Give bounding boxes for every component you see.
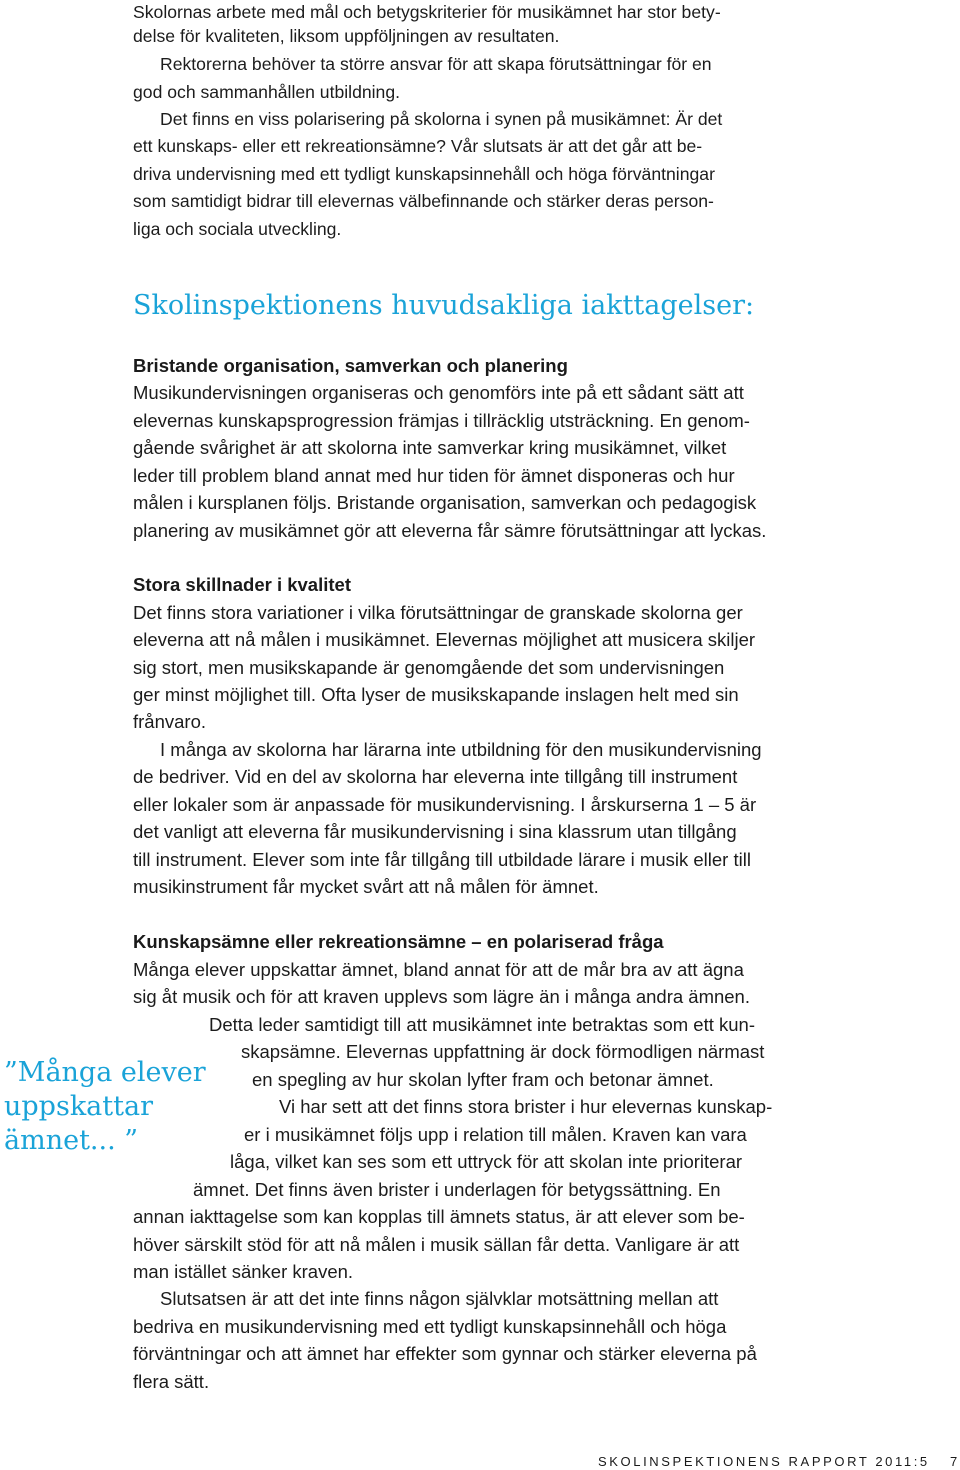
text-line: som samtidigt bidrar till elevernas välbefinnande och stärker deras person- (133, 191, 714, 211)
text-line: Många elever uppskattar ämnet, bland annat för att de mår bra av att ägna (133, 959, 744, 980)
text-line: liga och sociala utveckling. (133, 219, 342, 239)
text-line: planering av musikämnet gör att eleverna får sämre förutsättningar att lyckas. (133, 520, 767, 541)
text-line: ämnet. Det finns även brister i underlagen för betygssättning. En (193, 1179, 721, 1200)
subheading-polarisation: Kunskapsämne eller rekreationsämne – en polariserad fråga (133, 931, 664, 952)
text-line: Detta leder samtidigt till att musikämnet inte betraktas som ett kun- (209, 1014, 755, 1035)
text-line: man istället sänker kraven. (133, 1261, 354, 1282)
text-line: musikinstrument får mycket svårt att nå målen för ämnet. (133, 876, 599, 897)
text-line: de bedriver. Vid en del av skolorna har eleverna inte tillgång till instrument (133, 766, 738, 787)
text-line: Det finns en viss polarisering på skolorna i synen på musikämnet: Är det (160, 109, 723, 129)
text-line: Det finns stora variationer i vilka förutsättningar de granskade skolorna ger (133, 602, 743, 623)
text-line: Vi har sett att det finns stora brister i hur elevernas kunskap- (279, 1096, 773, 1117)
text-line: låga, vilket kan ses som ett uttryck för att skolan inte prioriterar (230, 1151, 743, 1172)
section-heading: Skolinspektionens huvudsakliga iakttagelser: (133, 290, 755, 321)
subheading-organisation: Bristande organisation, samverkan och planering (133, 355, 568, 376)
report-footer: SKOLINSPEKTIONENS RAPPORT 2011:5 (598, 1454, 930, 1469)
text-line: I många av skolorna har lärarna inte utbildning för den musikundervisning (160, 739, 762, 760)
text-line: annan iakttagelse som kan kopplas till ämnets status, är att elever som be- (133, 1206, 745, 1227)
pull-quote-line: uppskattar (4, 1091, 153, 1122)
text-line: frånvaro. (133, 711, 207, 732)
text-line: gående svårighet är att skolorna inte samverkar kring musikämnet, vilket (133, 437, 727, 458)
text-line: Slutsatsen är att det inte finns någon självklar motsättning mellan att (160, 1288, 719, 1309)
text-line: målen i kursplanen följs. Bristande organisation, samverkan och pedagogisk (133, 492, 757, 513)
text-line: delse för kvaliteten, liksom uppföljningen av resultaten. (133, 26, 560, 46)
text-line: ett kunskaps- eller ett rekreationsämne? Vår slutsats är att det går att be- (133, 136, 703, 156)
text-line: Rektorerna behöver ta större ansvar för att skapa förutsättningar för en (160, 54, 712, 74)
text-line: flera sätt. (133, 1371, 210, 1392)
text-line: det vanligt att eleverna får musikundervisning i sina klassrum utan tillgång (133, 821, 737, 842)
text-line: Skolornas arbete med mål och betygskriterier för musikämnet har stor bety- (133, 2, 721, 22)
text-line: elevernas kunskapsprogression främjas i tillräcklig utsträckning. En genom- (133, 410, 750, 431)
pull-quote-line: ämnet... ” (4, 1125, 139, 1156)
subheading-quality: Stora skillnader i kvalitet (133, 574, 351, 595)
text-line: er i musikämnet följs upp i relation till målen. Kraven kan vara (244, 1124, 747, 1145)
text-line: leder till problem bland annat med hur tiden för ämnet disponeras och hur (133, 465, 735, 486)
text-line: förväntningar och att ämnet har effekter som gynnar och stärker eleverna på (133, 1343, 757, 1364)
text-line: god och sammanhållen utbildning. (133, 82, 401, 102)
text-line: driva undervisning med ett tydligt kunskapsinnehåll och höga förväntningar (133, 164, 715, 184)
text-line: sig stort, men musikskapande är genomgående det som undervisningen (133, 657, 725, 678)
pull-quote-line: ”Många elever (4, 1057, 206, 1088)
text-line: sig åt musik och för att kraven upplevs som lägre än i många andra ämnen. (133, 986, 750, 1007)
page-number: 7 (950, 1454, 958, 1469)
text-line: till instrument. Elever som inte får tillgång till utbildade lärare i musik eller till (133, 849, 751, 870)
text-line: eller lokaler som är anpassade för musikundervisning. I årskurserna 1 – 5 är (133, 794, 757, 815)
pull-quote (4, 1056, 206, 1158)
text-line: bedriva en musikundervisning med ett tydligt kunskapsinnehåll och höga (133, 1316, 727, 1337)
text-line: eleverna att nå målen i musikämnet. Elevernas möjlighet att musicera skiljer (133, 629, 756, 650)
text-line: Musikundervisningen organiseras och genomförs inte på ett sådant sätt att (133, 382, 744, 403)
text-line: ger minst möjlighet till. Ofta lyser de musikskapande inslagen helt med sin (133, 684, 739, 705)
text-line: höver särskilt stöd för att nå målen i musik sällan får detta. Vanligare är att (133, 1234, 740, 1255)
text-line: skapsämne. Elevernas uppfattning är dock förmodligen närmast (241, 1041, 765, 1062)
text-line: en spegling av hur skolan lyfter fram och betonar ämnet. (252, 1069, 714, 1090)
